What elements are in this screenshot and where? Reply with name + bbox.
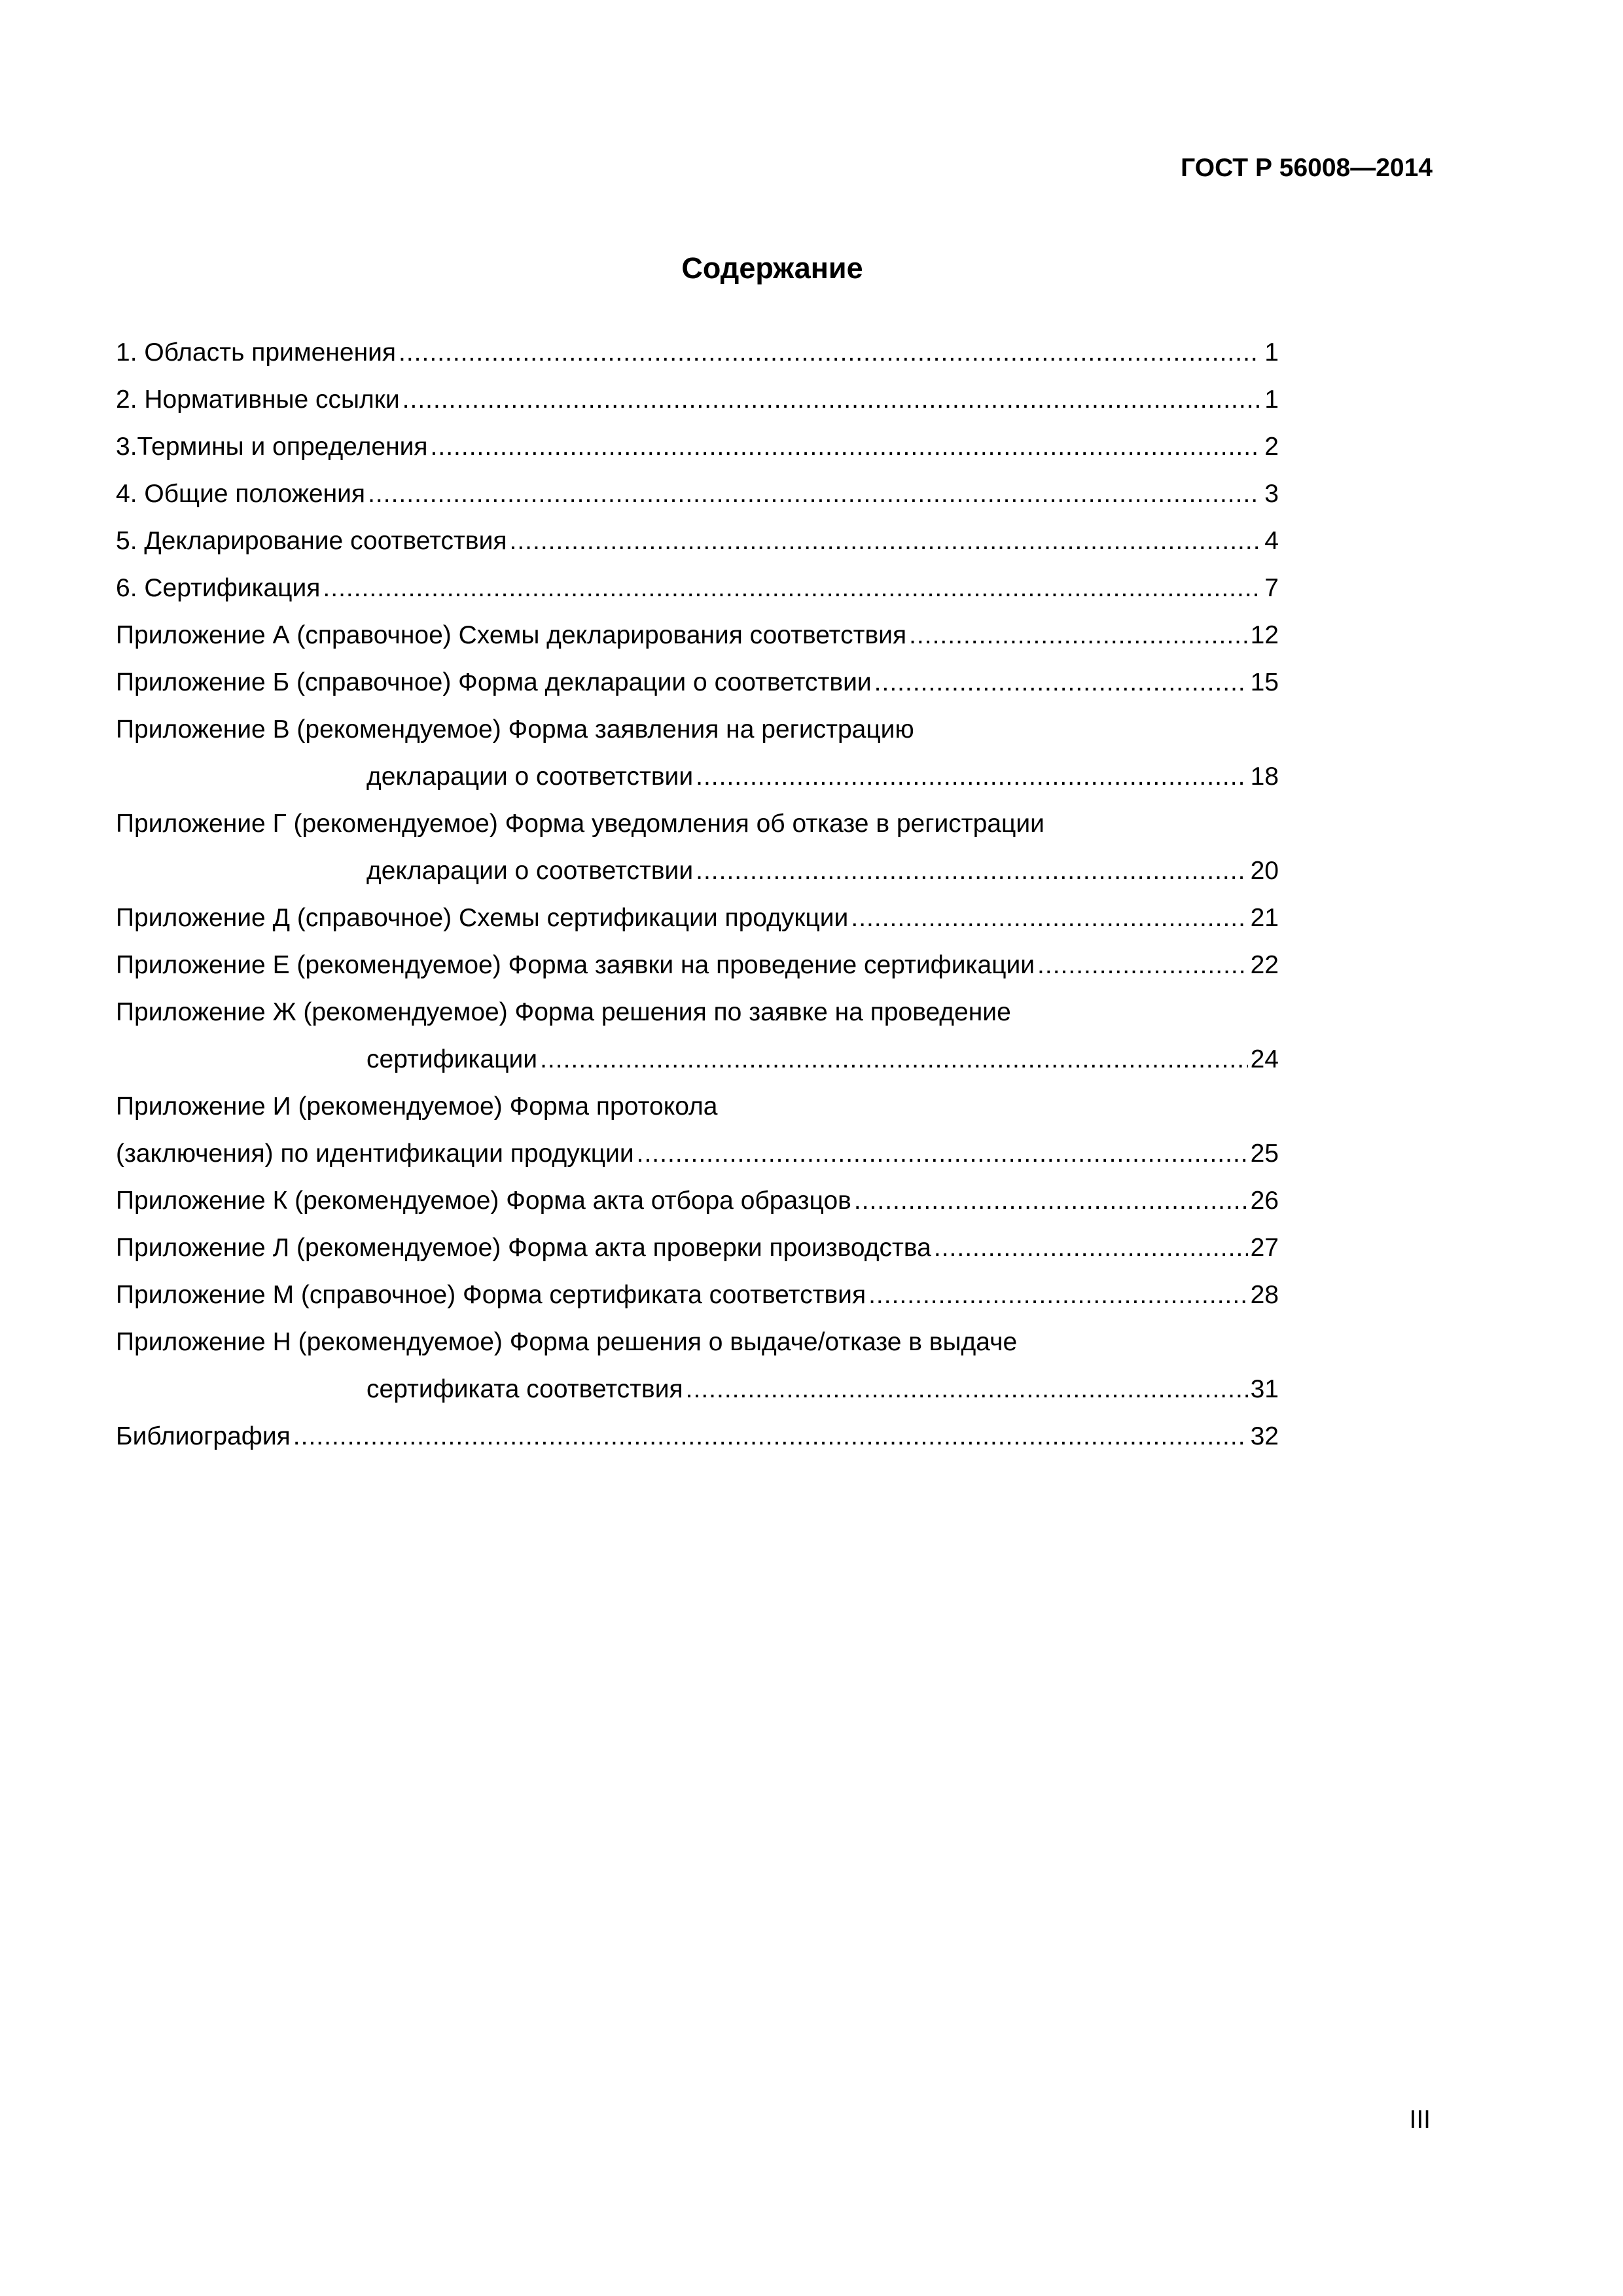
- toc-entry-text: Приложение И (рекомендуемое) Форма протокола: [116, 1092, 718, 1121]
- dot-leader: [909, 612, 1248, 659]
- toc-entry-page: 12: [1250, 621, 1279, 649]
- dot-leader: [868, 1272, 1248, 1319]
- toc-entry-text: (заключения) по идентификации продукции: [116, 1139, 634, 1168]
- toc-entry-normative-references[interactable]: [116, 376, 1279, 423]
- toc-entry-text: Библиография: [116, 1422, 291, 1450]
- toc-entry-page: 20: [1250, 857, 1279, 885]
- toc-entry-page: 3: [1264, 480, 1279, 508]
- toc-entry-appendix-zh-line1[interactable]: [116, 989, 1279, 1036]
- toc-entry-page: 21: [1250, 904, 1279, 932]
- toc-entry-text: 5. Декларирование соответствия: [116, 527, 507, 555]
- toc-entry-appendix-e[interactable]: [116, 942, 1279, 989]
- toc-entry-page: 32: [1250, 1422, 1279, 1450]
- toc-entry-appendix-a[interactable]: [116, 612, 1279, 659]
- dot-leader: [874, 659, 1248, 706]
- dot-leader: [686, 1366, 1248, 1413]
- dot-leader: [696, 848, 1247, 895]
- toc-entry-text: Приложение М (справочное) Форма сертификата соответствия: [116, 1281, 866, 1309]
- toc-entry-text: 2. Нормативные ссылки: [116, 386, 400, 414]
- toc-entry-appendix-i-line1[interactable]: [116, 1083, 1279, 1130]
- toc-entry-text: Приложение К (рекомендуемое) Форма акта отбора образцов: [116, 1187, 851, 1215]
- toc-entry-appendix-zh[interactable]: [116, 1036, 1279, 1083]
- toc-entry-page: 1: [1264, 386, 1279, 414]
- toc-entry-text: Приложение Л (рекомендуемое) Форма акта проверки производства: [116, 1234, 931, 1262]
- toc-entry-terms[interactable]: [116, 423, 1279, 471]
- toc-entry-page: 25: [1250, 1139, 1279, 1168]
- dot-leader: [399, 329, 1260, 376]
- toc-entry-appendix-v[interactable]: [116, 753, 1279, 800]
- toc-entry-page: 26: [1250, 1187, 1279, 1215]
- dot-leader: [323, 565, 1260, 612]
- document-code: ГОСТ Р 56008—2014: [1181, 154, 1433, 182]
- dot-leader: [637, 1130, 1248, 1177]
- toc-entry-appendix-g[interactable]: [116, 848, 1279, 895]
- toc-entry-text: декларации о соответствии: [366, 762, 694, 791]
- toc-entry-text: Приложение Б (справочное) Форма декларации о соответствии: [116, 668, 872, 696]
- toc-entry-text: сертификата соответствия: [366, 1375, 683, 1403]
- dot-leader: [431, 423, 1260, 471]
- toc-entry-text: Приложение Г (рекомендуемое) Форма уведомления об отказе в регистрации: [116, 810, 1044, 838]
- toc-entry-text: Приложение Е (рекомендуемое) Форма заявки на проведение сертификации: [116, 951, 1035, 979]
- dot-leader: [510, 518, 1261, 565]
- toc-entry-page: 22: [1250, 951, 1279, 979]
- toc-entry-page: 7: [1264, 574, 1279, 602]
- toc-entry-text: Приложение Д (справочное) Схемы сертификации продукции: [116, 904, 849, 932]
- dot-leader: [368, 471, 1260, 518]
- table-of-contents: [116, 329, 1279, 1460]
- dot-leader: [1037, 942, 1248, 989]
- toc-entry-page: 1: [1264, 338, 1279, 367]
- toc-entry-text: Приложение В (рекомендуемое) Форма заявления на регистрацию: [116, 715, 914, 744]
- toc-entry-page: 18: [1250, 762, 1279, 791]
- toc-entry-appendix-d[interactable]: [116, 895, 1279, 942]
- toc-entry-general[interactable]: [116, 471, 1279, 518]
- toc-entry-text: сертификации: [366, 1045, 538, 1073]
- toc-entry-appendix-n-line1[interactable]: [116, 1319, 1279, 1366]
- toc-entry-appendix-i[interactable]: [116, 1130, 1279, 1177]
- page-title: Содержание: [681, 251, 863, 285]
- toc-entry-page: 27: [1250, 1234, 1279, 1262]
- toc-entry-scope[interactable]: [116, 329, 1279, 376]
- toc-entry-appendix-g-line1[interactable]: [116, 800, 1279, 848]
- toc-entry-page: 15: [1250, 668, 1279, 696]
- dot-leader: [540, 1036, 1248, 1083]
- toc-entry-page: 4: [1264, 527, 1279, 555]
- toc-entry-text: 4. Общие положения: [116, 480, 366, 508]
- toc-entry-appendix-m[interactable]: [116, 1272, 1279, 1319]
- toc-entry-page: 31: [1250, 1375, 1279, 1403]
- toc-entry-certification[interactable]: [116, 565, 1279, 612]
- toc-entry-text: 1. Область применения: [116, 338, 397, 367]
- toc-entry-bibliography[interactable]: [116, 1413, 1279, 1460]
- dot-leader: [696, 753, 1247, 800]
- toc-entry-text: Приложение Н (рекомендуемое) Форма решения о выдаче/отказе в выдаче: [116, 1328, 1018, 1356]
- toc-entry-page: 28: [1250, 1281, 1279, 1309]
- dot-leader: [854, 1177, 1248, 1225]
- toc-entry-appendix-n[interactable]: [116, 1366, 1279, 1413]
- toc-entry-appendix-k[interactable]: [116, 1177, 1279, 1225]
- toc-entry-appendix-v-line1[interactable]: [116, 706, 1279, 753]
- page-number: III: [1409, 2106, 1431, 2134]
- toc-entry-text: Приложение А (справочное) Схемы декларирования соответствия: [116, 621, 907, 649]
- toc-entry-text: декларации о соответствии: [366, 857, 694, 885]
- toc-entry-text: Приложение Ж (рекомендуемое) Форма решения по заявке на проведение: [116, 998, 1011, 1026]
- dot-leader: [402, 376, 1260, 423]
- toc-entry-text: 3.Термины и определения: [116, 433, 428, 461]
- dot-leader: [851, 895, 1247, 942]
- toc-entry-text: 6. Сертификация: [116, 574, 321, 602]
- dot-leader: [934, 1225, 1248, 1272]
- dot-leader: [293, 1413, 1248, 1460]
- toc-entry-appendix-b[interactable]: [116, 659, 1279, 706]
- toc-entry-page: 2: [1264, 433, 1279, 461]
- toc-entry-declaration[interactable]: [116, 518, 1279, 565]
- toc-entry-page: 24: [1250, 1045, 1279, 1073]
- toc-entry-appendix-l[interactable]: [116, 1225, 1279, 1272]
